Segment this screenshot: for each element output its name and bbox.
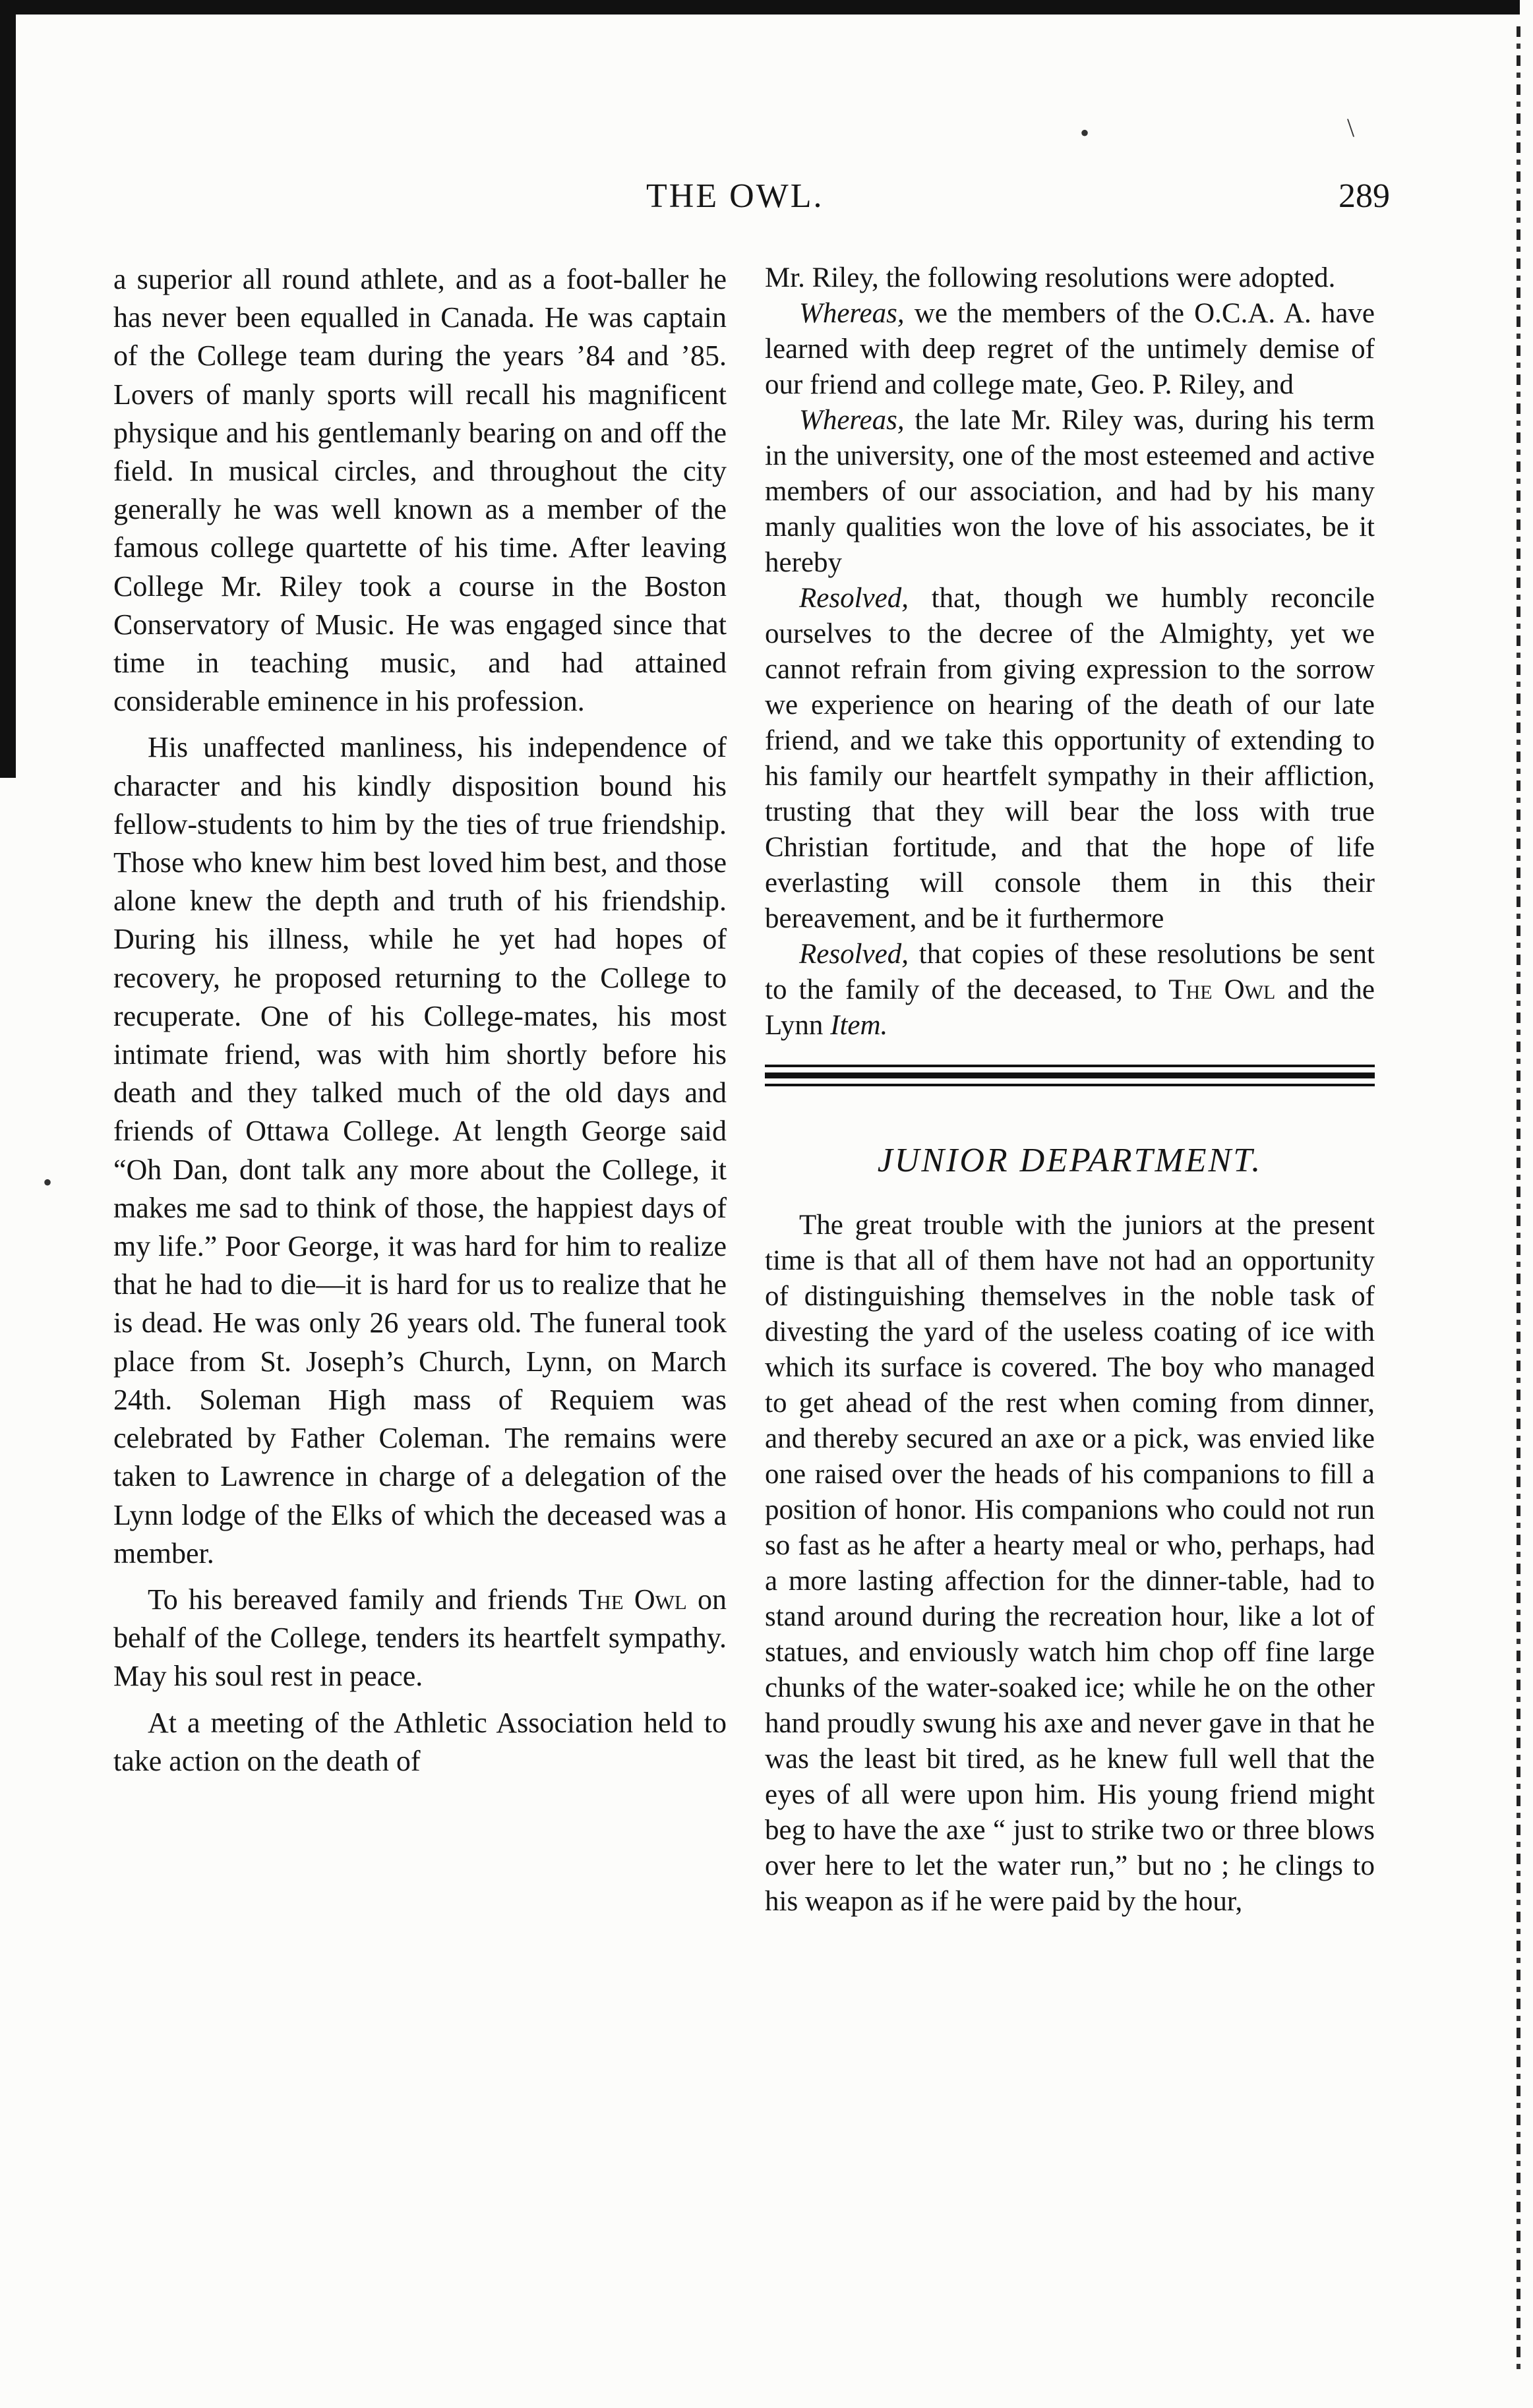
page-header	[0, 177, 1533, 229]
resolution-lead: Resolved,	[799, 583, 909, 614]
divider-rule	[765, 1065, 1375, 1067]
owl-name: The Owl	[578, 1583, 687, 1616]
page-border-top	[0, 0, 1520, 15]
section-heading: JUNIOR DEPARTMENT.	[877, 1142, 1263, 1179]
paragraph: a superior all round athlete, and as a foot-baller he has never been equalled in Canada. He was captain of the College team during the years ’84 and ’85. Lovers of manly sports will recall his magnificent physique and his gentlemanly bearing on and off the field. In musical circles, and throughout the city generally he was well known as a member of the famous college quartette of his time. After leaving College Mr. Riley took a course in the Boston Conservatory of Music. He was engaged since that time in teaching music, and had attained considerable eminence in his profession.	[113, 263, 727, 718]
text-run: that copies of these resolutions be sent to the family of the deceased, to	[765, 939, 1375, 1005]
text-run: and the Lynn	[765, 974, 1375, 1041]
resolution-paragraph	[765, 403, 1375, 581]
paragraph	[113, 1581, 727, 1696]
speck-mark: •	[1080, 118, 1090, 148]
owl-name: The Owl	[1168, 974, 1276, 1005]
divider-rule	[765, 1072, 1375, 1078]
paragraph: At a meeting of the Athletic Association held to take action on the death of	[113, 1706, 727, 1777]
left-column	[113, 260, 727, 1780]
page-number: 289	[1338, 177, 1390, 215]
resolution-paragraph	[765, 581, 1375, 937]
page-border-right	[1517, 26, 1520, 2373]
text-run: the late Mr. Riley was, during his term in the university, one of the most esteemed and active members of our association, and had by his many manly qualities won the love of his associates, be it hereby	[765, 405, 1375, 578]
divider-rule	[765, 1084, 1375, 1086]
resolution-paragraph	[765, 296, 1375, 403]
paragraph: His unaffected manliness, his independence of character and his kindly disposition bound his fellow-students to him by the ties of true friendship. Those who knew him best loved him best, and those alone knew the depth and truth of his friendship. During his illness, while he yet had hopes of recovery, he proposed returning to the College to recuperate. One of his College-mates, his most intimate friend, was with him shortly before his death and they talked much of the old days and friends of Ottawa College. At length George said “Oh Dan, dont talk any more about the College, it makes me sad to think of those, the happiest days of my life.” Poor George, it was hard for him to realize that he had to die—it is hard for us to realize that he is dead. He was only 26 years old. The funeral took place from St. Joseph’s Church, Lynn, on March 24th. Soleman High mass of Requiem was celebrated by Father Coleman. The remains were taken to Lawrence in charge of a delegation of the Lynn lodge of the Elks of which the deceased was a member.	[113, 731, 727, 1570]
section-divider	[765, 1065, 1375, 1086]
paragraph: The great trouble with the juniors at the present time is that all of them have not had an opportunity of distinguishing themselves in the noble task of divesting the yard of the useless coating of ice with which its surface is covered. The boy who managed to get ahead of the rest when coming from dinner, and thereby secured an axe or a pick, was envied like one raised over the heads of his companions to fill a position of honor. His companions who could not run so fast as he after a hearty meal or who, perhaps, had a more lasting affection for the dinner-table, had to stand around during the recreation hour, like a lot of statues, and enviously watch him chop off fine large chunks of the water-soaked ice; while he on the other hand proudly swung his axe and never gave in that he was the least bit tired, as he knew full well that the eyes of all were upon him. His young friend might beg to have the axe “ just to strike two or three blows over here to let the water run,” but no ; he clings to his weapon as if he were paid by the hour,	[765, 1210, 1375, 1917]
resolution-lead: Resolved,	[799, 939, 909, 970]
right-column	[765, 260, 1375, 1920]
speck-mark: •	[43, 1167, 53, 1197]
running-title: THE OWL.	[646, 177, 824, 215]
text-run: on behalf of the College, tenders its heartfelt sympathy. May his soul rest in peace.	[113, 1583, 727, 1693]
page-border-left	[0, 0, 16, 778]
resolution-paragraph	[765, 937, 1375, 1043]
resolution-lead: Whereas,	[799, 405, 905, 436]
text-run: To his bereaved family and friends	[148, 1583, 579, 1616]
newspaper-name: Item.	[830, 1010, 888, 1041]
paragraph: Mr. Riley, the following resolutions were adopted.	[765, 262, 1336, 293]
speck-mark: \	[1347, 113, 1355, 142]
text-run: that, though we humbly reconcile ourselves to the decree of the Almighty, yet we cannot refrain from giving expression to the sorrow we experience on hearing of the death of our late friend, and we take this opportunity of extending to his family our heartfelt sympathy in their affliction, trusting that they will bear the loss with true Christian fortitude, and that the hope of life everlasting will console them in this their bereavement, and be it furthermore	[765, 583, 1375, 934]
resolution-lead: Whereas,	[799, 298, 905, 329]
text-run: we the members of the O.C.A. A. have learned with deep regret of the untimely demise of our friend and college mate, Geo. P. Riley, and	[765, 298, 1375, 400]
